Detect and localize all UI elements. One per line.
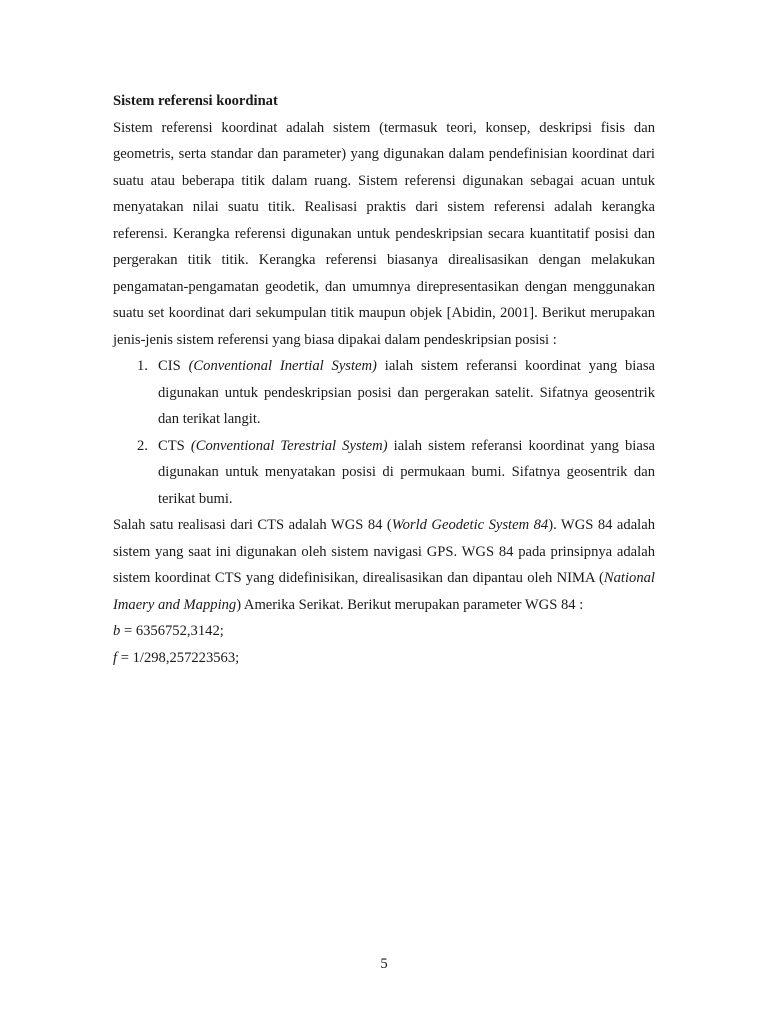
wgs-text-1: Salah satu realisasi dari CTS adalah WGS 84 ( [113, 517, 392, 533]
reference-system-list [113, 353, 655, 512]
formula-f [113, 645, 655, 672]
page-number: 5 [380, 956, 388, 972]
list-item-number: 1. [137, 358, 148, 374]
formula-symbol: f [113, 649, 118, 666]
wgs-paragraph [113, 512, 655, 618]
list-item [113, 433, 655, 513]
intro-paragraph: Sistem referensi koordinat adalah sistem (termasuk teori, konsep, deskripsi fisis dan geometris, serta standar dan parameter) yang digunakan dalam pendefinisian koordinat dari suatu atau beberapa titik dalam ruang. Sistem referensi digunakan sebagai acuan untuk menyatakan nilai suatu titik. Realisasi praktis dari sistem referensi adalah kerangka referensi. Kerangka referensi digunakan untuk pendeskripsian secara kuantitatif posisi dan pergerakan titik titik. Kerangka referensi biasanya direalisasikan dengan melakukan pengamatan-pengamatan geodetik, dan umumnya direpresentasikan dengan menggunakan suatu set koordinat dari sekumpulan titik maupun objek [Abidin, 2001]. Berikut merupakan jenis-jenis sistem referensi yang biasa dipakai dalam pendeskripsian posisi : [113, 119, 655, 348]
list-item-text: ialah sistem referansi koordinat yang biasa digunakan untuk pendeskripsian posisi dan pergerakan satelit. Sifatnya geosentrik dan terikat langit. [158, 358, 655, 427]
formula-expression: = 1/298,257223563; [117, 649, 240, 666]
list-item-term: (Conventional Terestrial System) [190, 437, 388, 454]
wgs-term-1: World Geodetic System 84 [391, 517, 549, 533]
list-item-abbr: CIS [158, 358, 189, 374]
wgs-text-2: ). WGS 84 adalah sistem yang saat ini digunakan oleh sistem navigasi GPS. WGS 84 pada prinsipnya adalah sistem koordinat CTS yang didefinisikan, direalisasikan dan dipantau oleh NIMA ( [113, 517, 656, 586]
formula-expression: = 6356752,3142; [120, 623, 224, 639]
formula-symbol: b [113, 623, 121, 639]
page-content [113, 88, 655, 671]
list-item-text: ialah sistem referansi koordinat yang biasa digunakan untuk menyatakan posisi di permukaan bumi. Sifatnya geosentrik dan terikat bumi. [158, 437, 655, 507]
list-item-term: (Conventional Inertial System) [188, 358, 377, 374]
list-item-abbr: CTS [158, 437, 191, 454]
list-item-number: 2. [137, 437, 148, 454]
formula-b [113, 618, 655, 645]
wgs-term-2: National Imaery and Mapping [113, 570, 655, 613]
section-heading: Sistem referensi koordinat [113, 93, 278, 109]
list-item [113, 353, 655, 433]
wgs-text-3: ) Amerika Serikat. Berikut merupakan parameter WGS 84 : [236, 596, 584, 613]
